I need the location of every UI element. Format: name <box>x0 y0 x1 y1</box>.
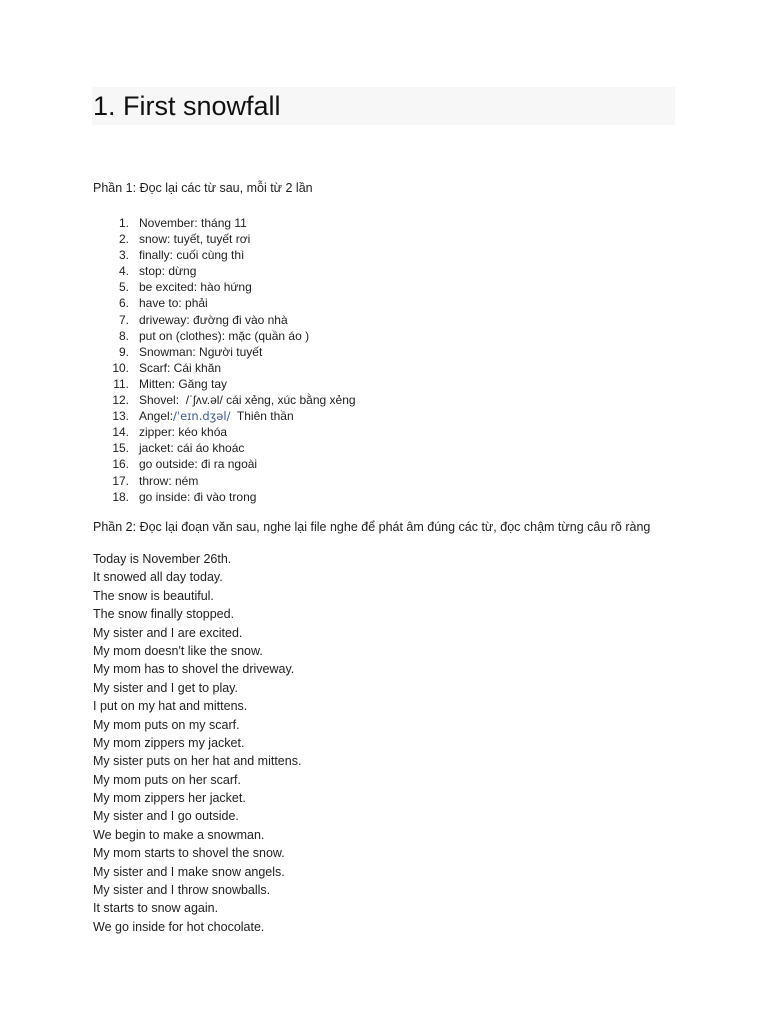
vocabulary-item-number: 13. <box>112 409 129 424</box>
vocabulary-item <box>93 424 653 440</box>
vocabulary-item-number: 14. <box>112 425 129 440</box>
passage-line: We go inside for hot chocolate. <box>93 919 265 934</box>
passage-line: My mom has to shovel the driveway. <box>93 662 295 677</box>
passage-line: My mom zippers her jacket. <box>93 791 246 806</box>
vocabulary-item-number: 12. <box>112 393 129 408</box>
vocabulary-list <box>93 215 653 505</box>
vocabulary-item <box>93 328 653 344</box>
vocabulary-item-number: 17. <box>112 473 129 488</box>
vocabulary-item-text: throw: ném <box>139 473 199 488</box>
passage-line: I put on my hat and mittens. <box>93 699 248 714</box>
vocabulary-item <box>93 408 653 424</box>
vocabulary-item-text: snow: tuyết, tuyết rơi <box>139 232 251 247</box>
vocabulary-item <box>93 440 653 456</box>
vocabulary-item-number: 9. <box>118 344 129 359</box>
vocabulary-item-number: 11. <box>113 376 129 391</box>
vocabulary-item-text: Scarf: Cái khăn <box>139 360 222 375</box>
vocabulary-item-text: have to: phải <box>139 296 208 311</box>
vocabulary-item-text: November: tháng 11 <box>139 216 247 230</box>
vocabulary-item-text: finally: cuối cùng thì <box>139 248 245 263</box>
vocabulary-item <box>93 295 653 311</box>
vocabulary-item-text: put on (clothes): mặc (quần áo ) <box>139 328 310 343</box>
vocabulary-item-text: Shovel: /ˈʃʌv.əl/ cái xẻng, xúc bằng xẻng <box>139 393 356 408</box>
passage-line: My mom doesn't like the snow. <box>93 643 263 658</box>
vocabulary-item-number: 1. <box>118 216 129 230</box>
passage-line: My mom puts on her scarf. <box>93 772 241 787</box>
vocabulary-item <box>93 360 653 376</box>
vocabulary-item-text: go inside: đi vào trong <box>139 489 257 504</box>
vocabulary-meaning: Thiên thần <box>230 409 294 424</box>
vocabulary-item-text: zipper: kéo khóa <box>139 425 228 440</box>
vocabulary-item <box>93 247 653 263</box>
vocabulary-item <box>93 279 653 295</box>
vocabulary-item <box>93 392 653 408</box>
vocabulary-item-number: 18. <box>112 489 129 504</box>
passage-line: The snow finally stopped. <box>93 607 235 622</box>
vocabulary-item-number: 8. <box>118 328 129 343</box>
part-2-heading: Phần 2: Đọc lại đoạn văn sau, nghe lại file nghe để phát âm đúng các từ, đọc chậm từng câu rõ ràng <box>93 520 651 534</box>
vocabulary-item <box>93 312 653 328</box>
vocabulary-item-text: stop: dừng <box>139 264 197 279</box>
vocabulary-item-text: Mitten: Găng tay <box>139 376 228 391</box>
vocabulary-item-text: Snowman: Người tuyết <box>139 344 263 359</box>
vocabulary-item <box>93 489 653 505</box>
passage-line: It starts to snow again. <box>93 901 219 916</box>
vocabulary-item <box>93 473 653 489</box>
vocabulary-item <box>93 263 653 279</box>
vocabulary-ipa: /ˈeɪn.dʒəl/ <box>173 409 231 424</box>
vocabulary-item-number: 10. <box>112 360 129 375</box>
passage-line: It snowed all day today. <box>93 570 223 585</box>
vocabulary-item-number: 2. <box>118 232 129 247</box>
passage-line: My mom puts on my scarf. <box>93 717 240 732</box>
vocabulary-item-number: 15. <box>112 441 129 456</box>
passage-line: The snow is beautiful. <box>93 588 214 603</box>
vocabulary-item-number: 6. <box>118 296 129 311</box>
vocabulary-item-number: 16. <box>112 457 129 472</box>
vocabulary-item <box>93 456 653 472</box>
passage-line: My sister and I throw snowballs. <box>93 883 271 898</box>
passage-line: My sister puts on her hat and mittens. <box>93 754 302 769</box>
vocabulary-item-text: be excited: hào hứng <box>139 280 252 295</box>
vocabulary-item-number: 4. <box>118 264 129 279</box>
passage-line: My sister and I get to play. <box>93 680 238 695</box>
vocabulary-item-number: 7. <box>118 312 129 327</box>
passage-line: My sister and I go outside. <box>93 809 239 824</box>
vocabulary-item-text <box>139 408 294 424</box>
passage-line: My sister and I are excited. <box>93 625 243 640</box>
vocabulary-item-text: driveway: đường đi vào nhà <box>139 312 288 327</box>
vocabulary-item <box>93 231 653 247</box>
passage-line: My mom zippers my jacket. <box>93 735 245 750</box>
vocabulary-item <box>93 215 653 231</box>
passage-line: Today is November 26th. <box>93 552 232 566</box>
part-1-heading: Phần 1: Đọc lại các từ sau, mỗi từ 2 lần <box>93 181 313 195</box>
vocabulary-item <box>93 376 653 392</box>
passage-line: My mom starts to shovel the snow. <box>93 846 285 861</box>
vocabulary-item-number: 5. <box>118 280 129 295</box>
passage-line: My sister and I make snow angels. <box>93 864 285 879</box>
vocabulary-item <box>93 344 653 360</box>
reading-passage <box>93 550 693 936</box>
passage-line: We begin to make a snowman. <box>93 827 265 842</box>
vocabulary-item-text: jacket: cái áo khoác <box>139 441 245 456</box>
vocabulary-item-number: 3. <box>118 248 129 263</box>
document-title: 1. First snowfall <box>93 91 281 121</box>
vocabulary-word: Angel: <box>139 409 174 424</box>
vocabulary-item-text: go outside: đi ra ngoài <box>139 457 258 472</box>
